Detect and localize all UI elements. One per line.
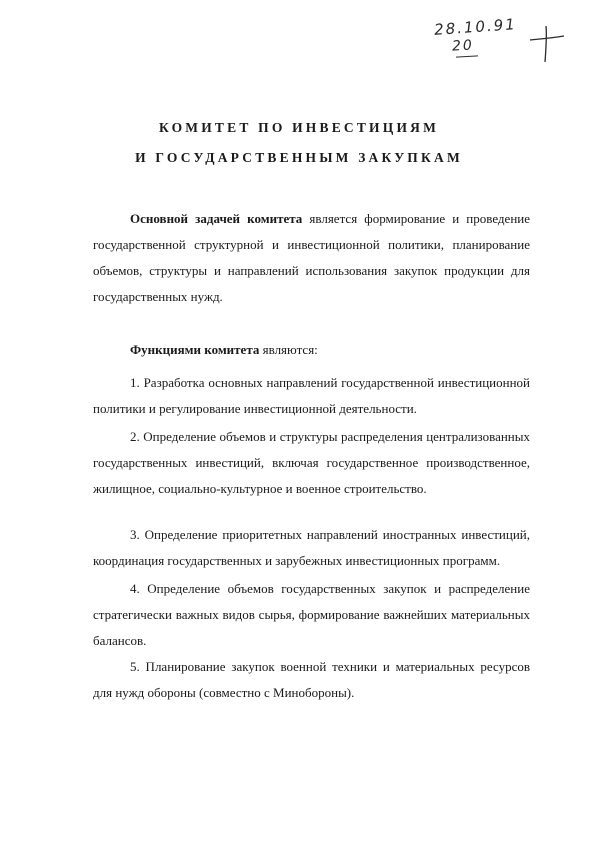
function-item-5: 5. Планирование закупок военной техники и материальных ресурсов для нужд обороны (совместно с Минобороны). <box>93 659 530 700</box>
handwritten-underline <box>456 55 478 57</box>
handwritten-number: 20 <box>451 37 475 55</box>
functions-text: являются: <box>259 342 318 357</box>
function-item-2: 2. Определение объемов и структуры распределения централизованных государственных инвестиций, включая государственное производственное, жилищное, социально-культурное и военное строительство. <box>93 429 530 496</box>
intro-text: является формирование и проведение государственной структурной и инвестиционной политики, планирование объемов, структуры и направлений использования закупок продукции для государственных нужд. <box>93 211 530 304</box>
heading-line-2: И ГОСУДАРСТВЕННЫМ ЗАКУПКАМ <box>135 150 463 165</box>
intro-lead: Основной задачей комитета <box>130 211 303 226</box>
function-item-3: 3. Определение приоритетных направлений иностранных инвестиций, координация государственных и зарубежных инвестиционных программ. <box>93 527 530 568</box>
function-item-1: 1. Разработка основных направлений государственной инвестиционной политики и регулирование инвестиционной деятельности. <box>93 375 530 416</box>
handwritten-date: 28.10.91 <box>433 15 518 39</box>
functions-heading <box>130 342 318 358</box>
function-item-4: 4. Определение объемов государственных закупок и распределение стратегически важных видов сырья, формирование важнейших материальных балансов. <box>93 581 530 648</box>
intro-paragraph <box>93 206 530 310</box>
heading-line-1: КОМИТЕТ ПО ИНВЕСТИЦИЯМ <box>158 120 440 135</box>
handwritten-mark <box>528 22 566 64</box>
functions-lead: Функциями комитета <box>130 342 260 357</box>
